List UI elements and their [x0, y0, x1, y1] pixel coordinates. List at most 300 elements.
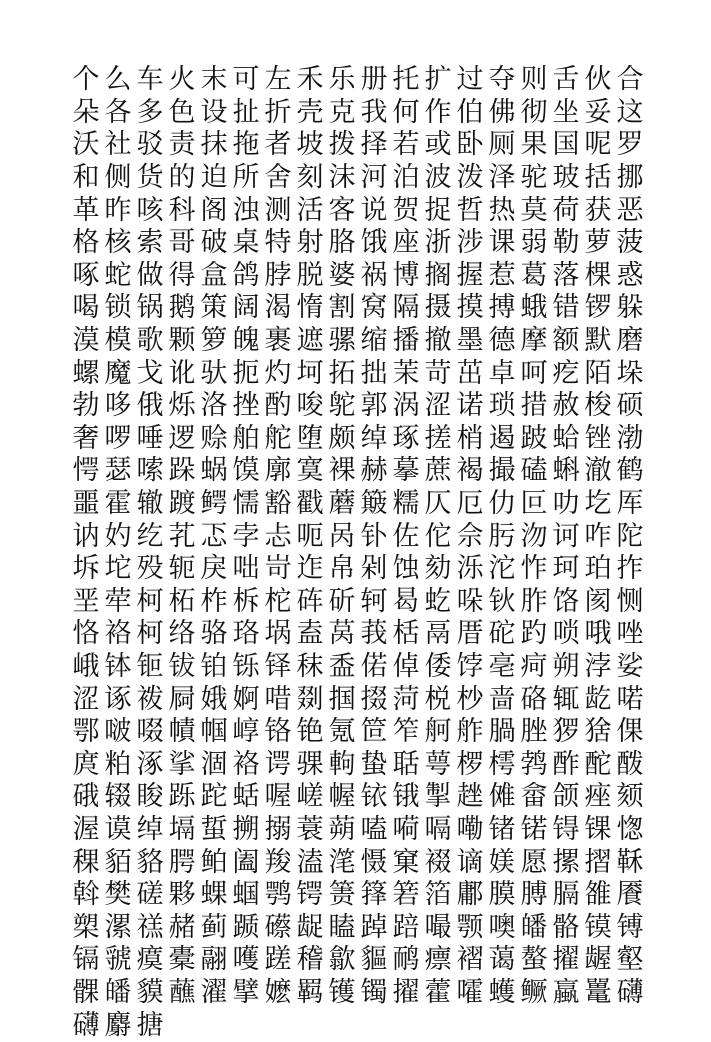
character: 蔼 — [488, 944, 516, 976]
character: 各 — [104, 96, 132, 128]
character: 睃 — [136, 781, 164, 813]
character: 铯 — [296, 716, 324, 748]
character: 舌 — [552, 64, 580, 96]
character: 玻 — [552, 162, 580, 194]
character: 虼 — [424, 585, 452, 617]
character: 俄 — [136, 390, 164, 422]
character: 媄 — [488, 846, 516, 878]
character: 啜 — [136, 716, 164, 748]
character: 涉 — [456, 227, 484, 259]
character: 猡 — [552, 716, 580, 748]
character: 滗 — [328, 846, 356, 878]
character-row — [70, 390, 646, 423]
character: 瘼 — [136, 944, 164, 976]
character: 落 — [552, 259, 580, 291]
character: 轭 — [168, 553, 196, 585]
character: 屙 — [168, 683, 196, 715]
character: 坨 — [104, 553, 132, 585]
character: 泊 — [392, 162, 420, 194]
character: 舶 — [232, 422, 260, 454]
character: 咋 — [584, 520, 612, 552]
character: 鸸 — [392, 944, 420, 976]
character: 浡 — [584, 650, 612, 682]
character: 社 — [104, 129, 132, 161]
character: 颌 — [552, 781, 580, 813]
character: 歙 — [328, 944, 356, 976]
character: 唑 — [616, 618, 644, 650]
character: 帛 — [328, 553, 356, 585]
character: 瞌 — [328, 911, 356, 943]
character: 柯 — [136, 618, 164, 650]
character: 钋 — [360, 520, 388, 552]
character: 貙 — [360, 944, 388, 976]
character: 射 — [296, 227, 324, 259]
character-row — [70, 618, 646, 651]
character: 萝 — [584, 227, 612, 259]
character: 噩 — [72, 488, 100, 520]
character: 糯 — [392, 488, 420, 520]
character: 铱 — [360, 781, 388, 813]
character-row — [70, 911, 646, 944]
character: 歌 — [136, 325, 164, 357]
character: 夥 — [168, 879, 196, 911]
character: 驳 — [136, 129, 164, 161]
character: 诼 — [104, 683, 132, 715]
character: 咳 — [136, 194, 164, 226]
character: 酦 — [616, 748, 644, 780]
character: 锅 — [136, 292, 164, 324]
character: 貉 — [136, 846, 164, 878]
character-row — [70, 977, 646, 1010]
character: 座 — [392, 227, 420, 259]
character-row — [70, 586, 646, 619]
character: 摸 — [456, 292, 484, 324]
character: 啬 — [488, 683, 516, 715]
character: 缩 — [360, 325, 388, 357]
character: 漯 — [104, 911, 132, 943]
character-row — [70, 64, 646, 97]
character: 漠 — [72, 325, 100, 357]
character: 弱 — [520, 227, 548, 259]
character: 骼 — [552, 911, 580, 943]
character: 嘬 — [424, 911, 452, 943]
character: 氪 — [328, 716, 356, 748]
character: 掴 — [328, 683, 356, 715]
character: 鹗 — [264, 879, 292, 911]
character: 蜾 — [200, 879, 228, 911]
character: 搦 — [264, 813, 292, 845]
character: 佗 — [424, 520, 452, 552]
character: 谟 — [104, 813, 132, 845]
character: 貘 — [136, 976, 164, 1008]
character: 箩 — [200, 325, 228, 357]
character: 笸 — [360, 716, 388, 748]
character: 客 — [328, 194, 356, 226]
character: 坡 — [296, 129, 324, 161]
character: 夺 — [488, 64, 516, 96]
character-row — [70, 944, 646, 977]
character: 这 — [616, 96, 644, 128]
character: 喏 — [616, 683, 644, 715]
character: 怍 — [520, 553, 548, 585]
character: 谔 — [264, 748, 292, 780]
character: 呵 — [520, 357, 548, 389]
character: 壑 — [616, 944, 644, 976]
character: 橐 — [168, 944, 196, 976]
character: 圪 — [584, 488, 612, 520]
character: 锉 — [584, 422, 612, 454]
character: 礤 — [264, 911, 292, 943]
character: 坷 — [296, 357, 324, 389]
character: 峨 — [72, 650, 100, 682]
character: 贺 — [392, 194, 420, 226]
character: 辍 — [104, 781, 132, 813]
character: 嵯 — [296, 781, 324, 813]
character: 蓟 — [200, 911, 228, 943]
character: 懦 — [232, 488, 260, 520]
character: 柯 — [136, 585, 164, 617]
character: 蜇 — [200, 813, 228, 845]
character: 拙 — [360, 357, 388, 389]
character: 赊 — [200, 422, 228, 454]
character-row — [70, 814, 646, 847]
character: 羁 — [296, 976, 324, 1008]
character: 设 — [200, 96, 228, 128]
character: 脖 — [264, 259, 292, 291]
character: 妥 — [584, 96, 612, 128]
character: 哥 — [168, 227, 196, 259]
character: 胳 — [328, 227, 356, 259]
character: 朔 — [552, 650, 580, 682]
character: 樊 — [104, 879, 132, 911]
character-row — [70, 357, 646, 390]
character: 垛 — [616, 357, 644, 389]
character: 沕 — [520, 520, 548, 552]
character: 挫 — [232, 390, 260, 422]
character: 挲 — [168, 748, 196, 780]
character: 翮 — [200, 944, 228, 976]
character: 琐 — [488, 390, 516, 422]
character: 魄 — [232, 325, 260, 357]
character: 说 — [360, 194, 388, 226]
character: 猞 — [584, 716, 612, 748]
character: 珂 — [552, 553, 580, 585]
character: 络 — [168, 618, 196, 650]
character: 磋 — [136, 879, 164, 911]
character: 鳜 — [520, 976, 548, 1008]
character: 裹 — [264, 325, 292, 357]
character: 鼍 — [584, 976, 612, 1008]
character: 舴 — [456, 716, 484, 748]
character: 趵 — [520, 618, 548, 650]
character: 热 — [488, 194, 516, 226]
character: 末 — [200, 64, 228, 96]
character: 裸 — [328, 455, 356, 487]
character: 个 — [72, 64, 100, 96]
character: 棁 — [424, 683, 452, 715]
character-row — [70, 129, 646, 162]
character-row — [70, 651, 646, 684]
character: 亳 — [488, 650, 516, 682]
character: 泺 — [456, 553, 484, 585]
character: 乐 — [328, 64, 356, 96]
character: 勃 — [72, 390, 100, 422]
character: 禾 — [296, 64, 324, 96]
character-row — [70, 325, 646, 358]
character-row — [70, 748, 646, 781]
character: 镉 — [72, 944, 100, 976]
character: 轲 — [360, 585, 388, 617]
character: 锁 — [104, 292, 132, 324]
character: 扼 — [232, 357, 260, 389]
character: 措 — [520, 390, 548, 422]
character: 货 — [136, 162, 164, 194]
character: 撮 — [488, 455, 516, 487]
character: 佛 — [488, 96, 516, 128]
character: 墨 — [456, 325, 484, 357]
character: 梢 — [456, 422, 484, 454]
character: 蠖 — [488, 976, 516, 1008]
character: 茁 — [456, 357, 484, 389]
character: 愡 — [616, 813, 644, 845]
character: 酡 — [584, 748, 612, 780]
character: 娑 — [616, 650, 644, 682]
character: 搠 — [232, 813, 260, 845]
character: 测 — [264, 194, 292, 226]
character: 错 — [552, 292, 580, 324]
character: 蛰 — [360, 748, 388, 780]
character-row — [70, 520, 646, 553]
character-grid — [70, 64, 646, 1042]
character: 锞 — [584, 813, 612, 845]
character: 婀 — [232, 683, 260, 715]
character: 赫 — [360, 455, 388, 487]
character: 撤 — [424, 325, 452, 357]
character: 胙 — [520, 585, 548, 617]
character: 蔗 — [424, 455, 452, 487]
character: 镈 — [616, 911, 644, 943]
character: 娥 — [200, 683, 228, 715]
character: 唾 — [136, 422, 164, 454]
character: 渴 — [264, 292, 292, 324]
character: 刻 — [296, 162, 324, 194]
character: 国 — [552, 129, 580, 161]
character: 傩 — [488, 781, 516, 813]
character: 呃 — [296, 520, 324, 552]
character: 羧 — [264, 846, 292, 878]
character: 龁 — [584, 683, 612, 715]
character: 铬 — [264, 716, 292, 748]
character: 惑 — [616, 259, 644, 291]
character: 樗 — [488, 748, 516, 780]
character: 搏 — [488, 292, 516, 324]
character: 擢 — [552, 944, 580, 976]
character: 跛 — [520, 422, 548, 454]
character: 讹 — [168, 357, 196, 389]
character: 跎 — [200, 781, 228, 813]
character: 颇 — [328, 422, 356, 454]
character: 箔 — [424, 879, 452, 911]
character: 盍 — [296, 618, 324, 650]
character: 蒴 — [328, 813, 356, 845]
character-row — [70, 292, 646, 325]
character: 扩 — [424, 64, 452, 96]
character: 伙 — [584, 64, 612, 96]
character: 濯 — [200, 976, 228, 1008]
character: 沱 — [488, 553, 516, 585]
character: 或 — [424, 129, 452, 161]
character: 何 — [392, 96, 420, 128]
character: 莫 — [520, 194, 548, 226]
character: 摺 — [584, 846, 612, 878]
character: 掇 — [360, 683, 388, 715]
character: 坐 — [552, 96, 580, 128]
character: 倬 — [392, 650, 420, 682]
character: 阁 — [200, 194, 228, 226]
character: 袼 — [104, 618, 132, 650]
character: 硪 — [72, 781, 100, 813]
character: 霍 — [104, 488, 132, 520]
character: 和 — [72, 162, 100, 194]
character: 涡 — [392, 390, 420, 422]
character: 踣 — [392, 911, 420, 943]
character: 麝 — [104, 1009, 132, 1041]
character: 厝 — [456, 618, 484, 650]
character: 蚀 — [392, 553, 420, 585]
character: 粕 — [104, 748, 132, 780]
character: 疙 — [552, 357, 580, 389]
character: 剁 — [360, 553, 388, 585]
character: 哆 — [104, 390, 132, 422]
character: 灼 — [264, 357, 292, 389]
character: 壳 — [296, 96, 324, 128]
character: 蛇 — [104, 259, 132, 291]
character: 祸 — [360, 259, 388, 291]
character: 默 — [584, 325, 612, 357]
character: 得 — [168, 259, 196, 291]
character: 镯 — [360, 976, 388, 1008]
character: 搁 — [424, 259, 452, 291]
character: 绰 — [136, 813, 164, 845]
character: 咄 — [232, 553, 260, 585]
character: 褐 — [456, 455, 484, 487]
character: 莪 — [360, 618, 388, 650]
character: 波 — [424, 162, 452, 194]
character: 播 — [392, 325, 420, 357]
character: 索 — [136, 227, 164, 259]
character: 诺 — [456, 390, 484, 422]
character: 挪 — [616, 162, 644, 194]
character: 沃 — [72, 129, 100, 161]
character: 腭 — [168, 846, 196, 878]
character: 蘸 — [168, 976, 196, 1008]
character: 阂 — [584, 585, 612, 617]
character: 袯 — [136, 683, 164, 715]
character: 菏 — [392, 683, 420, 715]
character: 赦 — [552, 390, 580, 422]
character: 劾 — [424, 553, 452, 585]
character: 浙 — [424, 227, 452, 259]
character: 哲 — [456, 194, 484, 226]
character: 虢 — [104, 944, 132, 976]
character: 厕 — [488, 129, 516, 161]
character: 趖 — [456, 781, 484, 813]
character: 帼 — [200, 716, 228, 748]
character: 摄 — [424, 292, 452, 324]
character: 特 — [264, 227, 292, 259]
character: 垩 — [72, 585, 100, 617]
character-row — [70, 260, 646, 293]
character: 愿 — [520, 846, 548, 878]
character-row — [70, 781, 646, 814]
character: 箨 — [360, 879, 388, 911]
character: 啰 — [104, 422, 132, 454]
character: 柁 — [264, 585, 292, 617]
character: 澈 — [584, 455, 612, 487]
character: 蘑 — [328, 488, 356, 520]
character: 龌 — [584, 944, 612, 976]
character: 昨 — [104, 194, 132, 226]
character: 扯 — [232, 96, 260, 128]
character: 册 — [360, 64, 388, 96]
character: 钬 — [488, 585, 516, 617]
character: 唶 — [264, 683, 292, 715]
character: 骆 — [200, 618, 228, 650]
character: 阖 — [232, 846, 260, 878]
character: 忐 — [264, 520, 292, 552]
character: 畲 — [520, 781, 548, 813]
character: 簸 — [360, 488, 388, 520]
character: 殁 — [136, 553, 164, 585]
character: 作 — [424, 96, 452, 128]
character: 合 — [616, 64, 644, 96]
character: 颚 — [456, 911, 484, 943]
character-row — [70, 846, 646, 879]
character: 戈 — [136, 357, 164, 389]
character: 鸵 — [328, 390, 356, 422]
character: 藿 — [424, 976, 452, 1008]
character-row — [70, 423, 646, 456]
character: 革 — [72, 194, 100, 226]
character: 割 — [328, 292, 356, 324]
character: 哚 — [456, 585, 484, 617]
character: 萼 — [424, 748, 452, 780]
character: 擘 — [232, 976, 260, 1008]
character: 纥 — [136, 520, 164, 552]
character: 硌 — [520, 683, 548, 715]
character: 么 — [104, 64, 132, 96]
character: 可 — [232, 64, 260, 96]
character: 铂 — [200, 650, 228, 682]
character: 酢 — [552, 748, 580, 780]
character: 寞 — [296, 455, 324, 487]
character: 瘭 — [424, 944, 452, 976]
character: 嚄 — [232, 944, 260, 976]
character: 科 — [168, 194, 196, 226]
character: 瑟 — [104, 455, 132, 487]
character: 罗 — [616, 129, 644, 161]
character: 颏 — [616, 781, 644, 813]
character: 硕 — [616, 390, 644, 422]
character: 脱 — [296, 259, 324, 291]
character: 嗦 — [136, 455, 164, 487]
character: 渥 — [72, 813, 100, 845]
character: 的 — [168, 162, 196, 194]
character: 喝 — [72, 292, 100, 324]
character: 辙 — [136, 488, 164, 520]
character: 鸽 — [232, 259, 260, 291]
character: 若 — [392, 129, 420, 161]
